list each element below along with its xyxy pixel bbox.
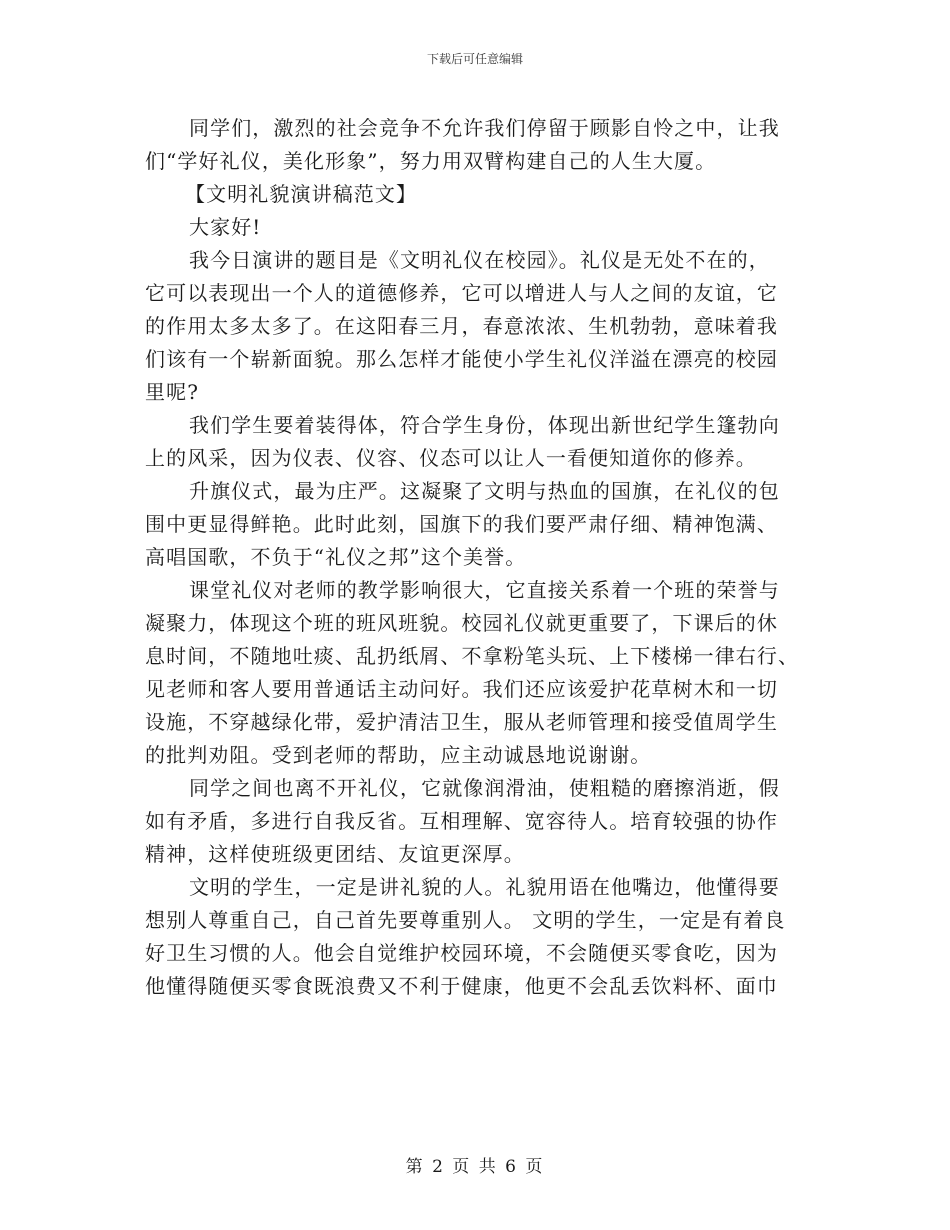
page-footer: 第 2 页 共 6 页 bbox=[405, 1157, 545, 1177]
text-line: 设施，不穿越绿化带，爱护清洁卫生，服从老师管理和接受值周学生 bbox=[145, 710, 778, 734]
document-body bbox=[145, 112, 800, 1003]
section-heading: 【文明礼貌演讲稿范文】 bbox=[185, 182, 418, 206]
text-line: 大家好! bbox=[189, 215, 262, 239]
text-line: 精神，这样使班级更团结、友谊更深厚。 bbox=[145, 842, 525, 866]
text-line: 文明的学生，一定是讲礼貌的人。礼貌用语在他嘴边，他懂得要 bbox=[189, 875, 780, 899]
text-line: 他懂得随便买零食既浪费又不利于健康，他更不会乱丢饮料杯、面巾 bbox=[145, 974, 778, 998]
text-line: 里呢? bbox=[145, 380, 200, 404]
text-line: 我今日演讲的题目是《文明礼仪在校园》。礼仪是无处不在的， bbox=[189, 248, 770, 272]
page-header: 下载后可任意编辑 bbox=[426, 52, 523, 66]
text-line: 我们学生要着装得体，符合学生身份，体现出新世纪学生篷勃向 bbox=[189, 413, 780, 437]
text-line: 它可以表现出一个人的道德修养，它可以增进人与人之间的友谊，它 bbox=[145, 281, 778, 305]
text-line: 息时间，不随地吐痰、乱扔纸屑、不拿粉笔头玩、上下楼梯一律右行、 bbox=[145, 644, 800, 668]
text-line: 想别人尊重自己，自己首先要尊重别人。 文明的学生，一定是有着良 bbox=[145, 908, 786, 932]
text-line: 凝聚力，体现这个班的班风班貌。校园礼仪就更重要了，下课后的休 bbox=[145, 611, 778, 635]
text-line: 见老师和客人要用普通话主动问好。我们还应该爱护花草树木和一切 bbox=[145, 677, 778, 701]
text-line: 同学们，激烈的社会竞争不允许我们停留于顾影自怜之中，让我 bbox=[189, 116, 780, 140]
text-line: 同学之间也离不开礼仪，它就像润滑油，使粗糙的磨擦消逝，假 bbox=[189, 776, 780, 800]
text-line: 围中更显得鲜艳。此时此刻，国旗下的我们要严肃仔细、精神饱满、 bbox=[145, 512, 778, 536]
text-line: 高唱国歌，不负于“礼仪之邦”这个美誉。 bbox=[145, 545, 527, 569]
text-line: 们“学好礼仪，美化形象”，努力用双臂构建自己的人生大厦。 bbox=[145, 149, 717, 173]
text-line: 如有矛盾，多进行自我反省。互相理解、宽容待人。培育较强的协作 bbox=[145, 809, 778, 833]
text-line: 课堂礼仪对老师的教学影响很大，它直接关系着一个班的荣誉与 bbox=[189, 578, 780, 602]
text-line: 的作用太多太多了。在这阳春三月，春意浓浓、生机勃勃，意味着我 bbox=[145, 314, 778, 338]
text-line: 升旗仪式，最为庄严。这凝聚了文明与热血的国旗，在礼仪的包 bbox=[189, 479, 780, 503]
text-line: 的批判劝阻。受到老师的帮助，应主动诚恳地说谢谢。 bbox=[145, 743, 652, 767]
text-line: 好卫生习惯的人。他会自觉维护校园环境，不会随便买零食吃，因为 bbox=[145, 941, 778, 965]
text-line: 们该有一个崭新面貌。那么怎样才能使小学生礼仪洋溢在漂亮的校园 bbox=[145, 347, 778, 371]
text-line: 上的风采，因为仪表、仪容、仪态可以让人一看便知道你的修养。 bbox=[145, 446, 757, 470]
